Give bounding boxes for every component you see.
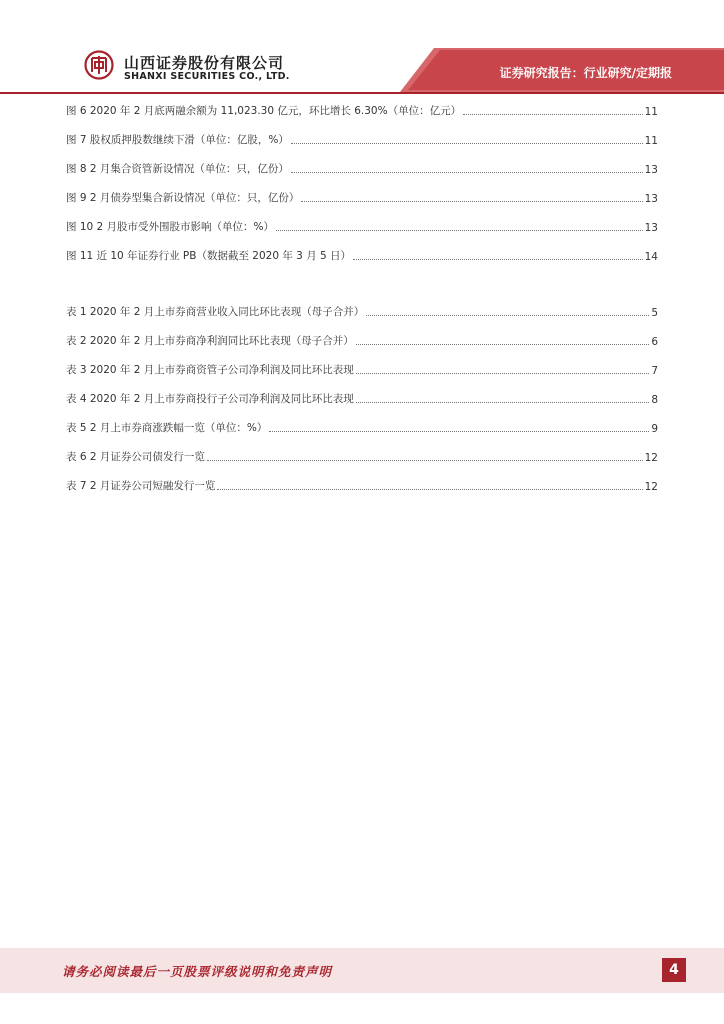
table-entry-page: 12 [644, 481, 658, 493]
figure-entry-page: 11 [644, 135, 658, 147]
dot-leader [356, 372, 650, 374]
table-entry[interactable] [66, 332, 658, 348]
page-footer [0, 948, 724, 993]
table-of-contents [66, 102, 658, 506]
table-entry[interactable] [66, 390, 658, 406]
table-entry-title: 表 7 2 月证券公司短融发行一览 [66, 480, 216, 492]
table-entry-page: 7 [651, 365, 658, 377]
dot-leader [217, 488, 642, 490]
table-entry-page: 8 [651, 394, 658, 406]
table-entry-title: 表 6 2 月证券公司债发行一览 [66, 451, 205, 463]
table-entry-title: 表 3 2020 年 2 月上市券商资管子公司净利润及同比环比表现 [66, 364, 354, 376]
disclaimer-text: 请务必阅读最后一页股票评级说明和免责声明 [62, 964, 333, 979]
dot-leader [301, 200, 642, 202]
table-entry[interactable] [66, 303, 658, 319]
figure-entry-title: 图 8 2 月集合资管新设情况（单位：只，亿份） [66, 163, 289, 175]
table-entry[interactable] [66, 477, 658, 493]
table-entry[interactable] [66, 448, 658, 464]
dot-leader [276, 229, 643, 231]
dot-leader [269, 430, 649, 432]
table-entry-title: 表 4 2020 年 2 月上市券商投行子公司净利润及同比环比表现 [66, 393, 354, 405]
table-entry-title: 表 2 2020 年 2 月上市券商净利润同比环比表现（母子合并） [66, 335, 354, 347]
page-header [0, 0, 724, 93]
toc-spacer [66, 276, 658, 303]
table-entry-title: 表 5 2 月上市券商涨跌幅一览（单位：%） [66, 422, 268, 434]
dot-leader [291, 142, 643, 144]
table-entry[interactable] [66, 361, 658, 377]
report-type-label: 证券研究报告：行业研究/定期报 [499, 66, 672, 80]
dot-leader [291, 171, 643, 173]
figure-entry-title: 图 7 股权质押股数继续下滑（单位：亿股，%） [66, 134, 289, 146]
dot-leader [463, 113, 643, 115]
figure-entry[interactable] [66, 160, 658, 176]
figure-entry-page: 13 [644, 222, 658, 234]
dot-leader [356, 401, 650, 403]
figure-entry-page: 13 [644, 193, 658, 205]
figure-entry[interactable] [66, 247, 658, 263]
page-number: 4 [662, 958, 686, 982]
table-entry[interactable] [66, 419, 658, 435]
figure-entry-title: 图 11 近 10 年证券行业 PB（数据截至 2020 年 3 月 5 日） [66, 250, 352, 262]
company-name-cn: 山西证券股份有限公司 [124, 54, 285, 72]
figure-entry-page: 13 [644, 164, 658, 176]
table-list [66, 303, 658, 493]
dot-leader [366, 314, 649, 316]
dot-leader [353, 258, 643, 260]
figure-entry[interactable] [66, 218, 658, 234]
table-entry-page: 5 [651, 307, 658, 319]
figure-entry-title: 图 6 2020 年 2 月底两融余额为 11,023.30 亿元，环比增长 6.30%（单位：亿元） [66, 105, 462, 117]
figure-entry[interactable] [66, 189, 658, 205]
figure-entry[interactable] [66, 131, 658, 147]
table-entry-page: 12 [644, 452, 658, 464]
figure-entry-page: 14 [644, 251, 658, 263]
table-entry-title: 表 1 2020 年 2 月上市券商营业收入同比环比表现（母子合并） [66, 306, 365, 318]
figure-entry[interactable] [66, 102, 658, 118]
figure-entry-page: 11 [644, 106, 658, 118]
dot-leader [207, 459, 643, 461]
dot-leader [356, 343, 650, 345]
figure-entry-title: 图 9 2 月债券型集合新设情况（单位：只，亿份） [66, 192, 300, 204]
company-name-en: SHANXI SECURITIES CO., LTD. [124, 71, 290, 82]
figure-entry-title: 图 10 2 月股市受外围股市影响（单位：%） [66, 221, 275, 233]
table-entry-page: 6 [651, 336, 658, 348]
table-entry-page: 9 [651, 423, 658, 435]
header-divider [0, 92, 724, 94]
figure-list [66, 102, 658, 263]
company-logo-icon [84, 50, 114, 80]
